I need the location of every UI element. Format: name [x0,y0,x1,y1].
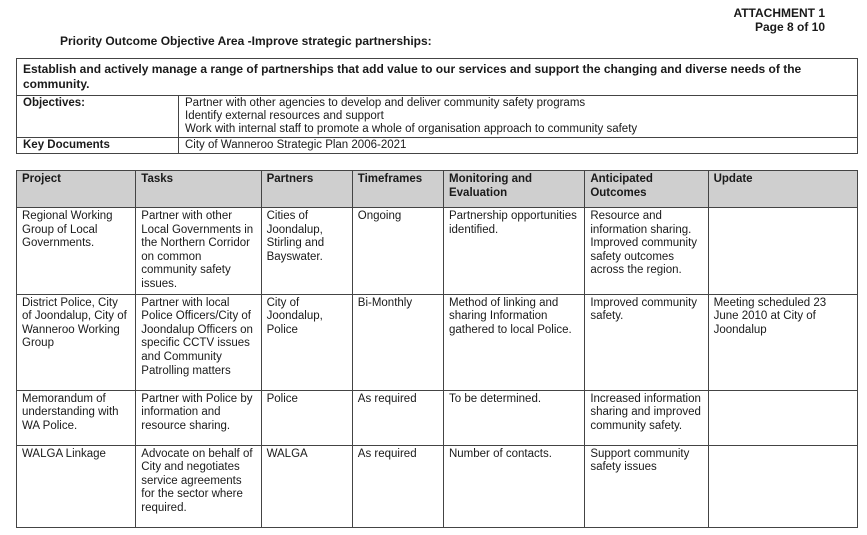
cell-outcomes: Resource and information sharing. Improved community safety outcomes across the region. [585,208,708,295]
cell-tasks: Advocate on behalf of City and negotiates service agreements for the sector where required. [136,445,261,527]
table-header-row [17,171,858,208]
cell-partners: Cities of Joondalup, Stirling and Bayswater. [261,208,352,295]
cell-tasks: Partner with local Police Officers/City of Joondalup Officers on specific CCTV issues and Community Patrolling matters [136,294,261,390]
table-row [17,390,858,445]
cell-partners: City of Joondalup, Police [261,294,352,390]
cell-update: Meeting scheduled 23 June 2010 at City of Joondalup [708,294,857,390]
header-project: Project [17,171,136,208]
cell-monitoring: Number of contacts. [443,445,584,527]
cell-timeframes: Bi-Monthly [352,294,443,390]
objective-item: Partner with other agencies to develop and deliver community safety programs [185,97,586,109]
header-outcomes: Anticipated Outcomes [585,171,708,208]
cell-outcomes: Improved community safety. [585,294,708,390]
cell-outcomes: Support community safety issues [585,445,708,527]
table-row [17,208,858,295]
cell-project: Regional Working Group of Local Governments. [17,208,136,295]
key-documents-label: Key Documents [17,138,179,154]
cell-tasks: Partner with Police by information and resource sharing. [136,390,261,445]
cell-outcomes: Increased information sharing and improved community safety. [585,390,708,445]
cell-timeframes: As required [352,390,443,445]
header-tasks: Tasks [136,171,261,208]
cell-monitoring: Method of linking and sharing Information gathered to local Police. [443,294,584,390]
objectives-list [179,96,858,138]
header-monitoring: Monitoring and Evaluation [443,171,584,208]
header-update: Update [708,171,857,208]
cell-project: District Police, City of Joondalup, City of Wanneroo Working Group [17,294,136,390]
cell-project: WALGA Linkage [17,445,136,527]
header-partners: Partners [261,171,352,208]
cell-partners: WALGA [261,445,352,527]
objective-item: Identify external resources and support [185,110,384,122]
cell-timeframes: As required [352,445,443,527]
cell-monitoring: To be determined. [443,390,584,445]
header-timeframes: Timeframes [352,171,443,208]
objective-item: Work with internal staff to promote a whole of organisation approach to community safety [185,123,638,135]
cell-update [708,390,857,445]
partnership-table [16,170,858,528]
cell-project: Memorandum of understanding with WA Police. [17,390,136,445]
table-row [17,294,858,390]
goal-table [16,58,858,154]
cell-monitoring: Partnership opportunities identified. [443,208,584,295]
cell-update [708,208,857,295]
page-number: Page 8 of 10 [754,20,825,34]
attachment-label: ATTACHMENT 1 [733,6,825,20]
page-header [733,6,825,34]
cell-timeframes: Ongoing [352,208,443,295]
area-title: Priority Outcome Objective Area -Improve strategic partnerships: [60,34,432,48]
objectives-label: Objectives: [17,96,179,138]
cell-tasks: Partner with other Local Governments in the Northern Corridor on common community safety issues. [136,208,261,295]
cell-partners: Police [261,390,352,445]
goal-statement: Establish and actively manage a range of partnerships that add value to our services and support the changing and diverse needs of the community. [17,59,858,96]
key-documents-value: City of Wanneroo Strategic Plan 2006-2021 [179,138,858,154]
cell-update [708,445,857,527]
table-row [17,445,858,527]
